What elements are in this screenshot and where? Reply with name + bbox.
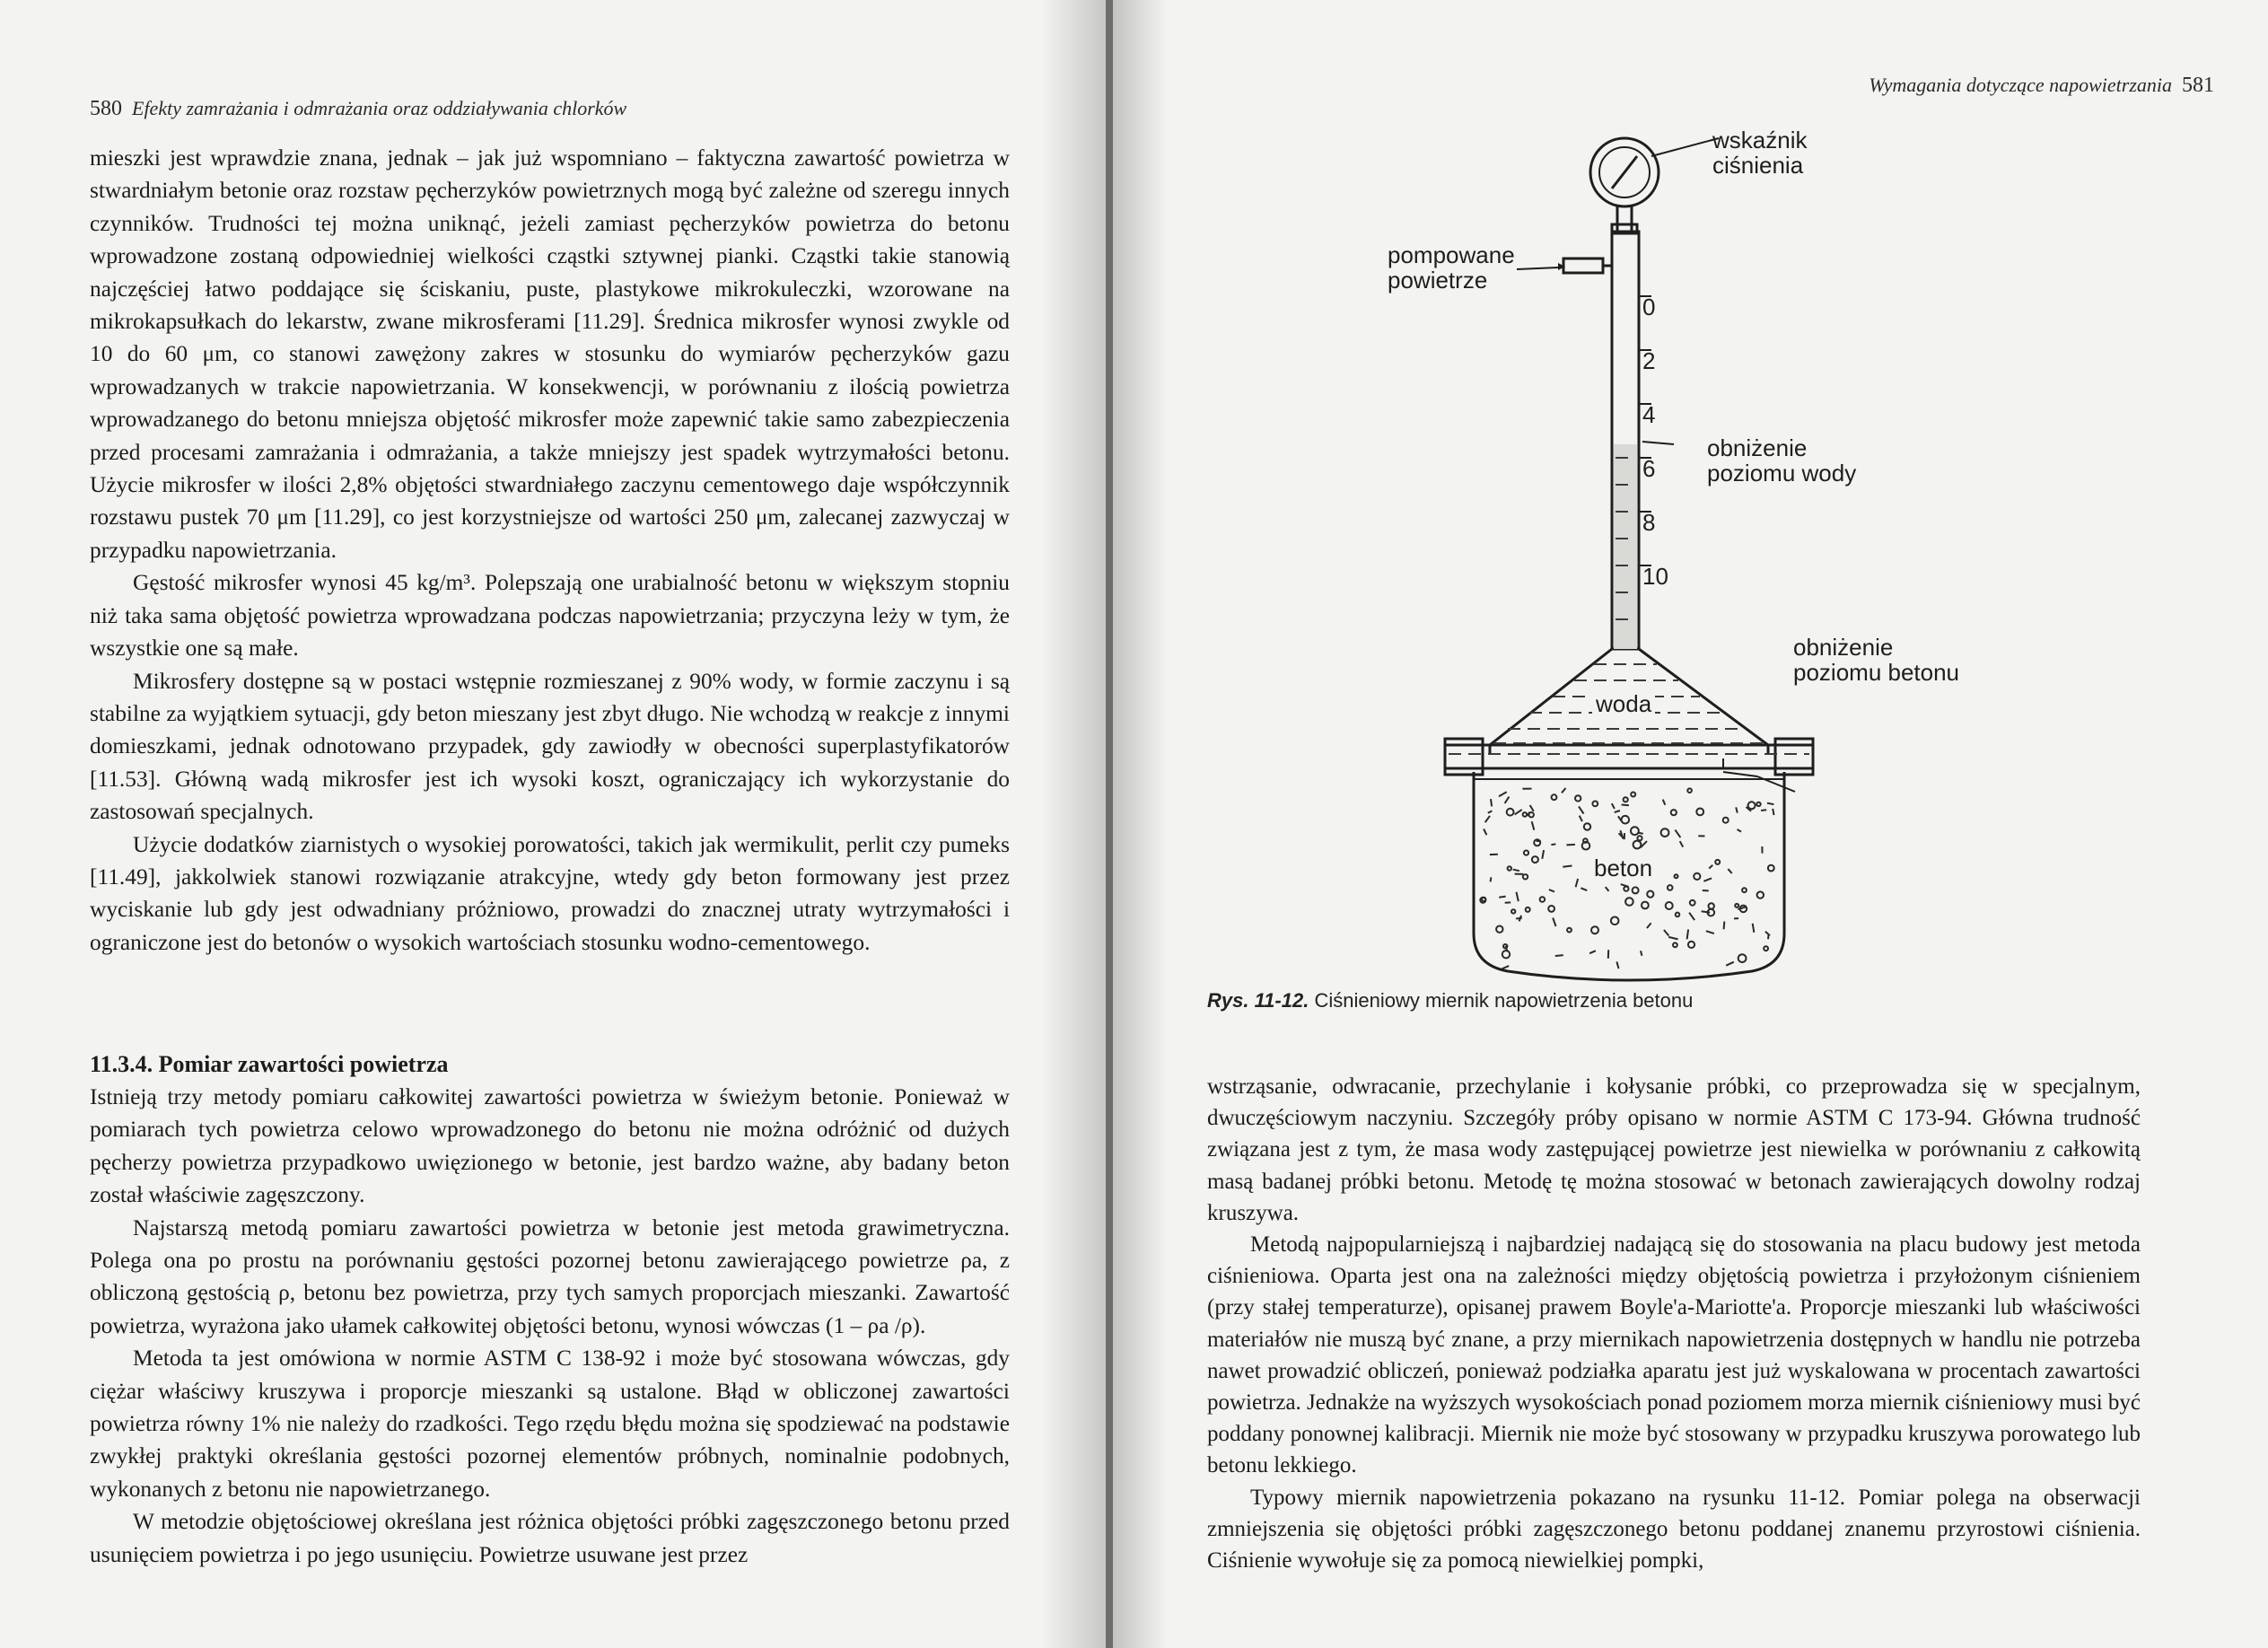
paragraph: wstrząsanie, odwracanie, przechylanie i kołysanie próbki, co przeprowadza się w specjalnym, dwuczęściowym naczyniu. Szczegóły próby opisano w normie ASTM C 173-94. Główna trudność związana jest z tym, że masa wody zastępującej powietrze jest niewielka w porównaniu z całkowitą masą badanej próbki betonu. Metodę tę można stosować w betonach zawierających dowolny rodzaj kruszywa. (1207, 1074, 2141, 1225)
aggregate-particle (1532, 856, 1538, 863)
aggregate-particle (1671, 810, 1677, 815)
aggregate-particle (1638, 833, 1643, 834)
aggregate-particle (1641, 951, 1642, 956)
aggregate-particle (1703, 878, 1712, 881)
aggregate-particle (1663, 800, 1666, 805)
aggregate-particle (1631, 827, 1639, 835)
caption-number: Rys. 11-12. (1207, 989, 1309, 1012)
aggregate-particle (1515, 810, 1522, 815)
aggregate-particle (1576, 879, 1579, 887)
aggregate-particle (1764, 946, 1768, 951)
paragraph: Gęstość mikrosfer wynosi 45 kg/m³. Polepszają one urabialność betonu w większym stopniu niż taka sama objętość powietrza wprowadzana podczas napowietrzania; przyczyna leży w tym, że wszystkie one są małe. (90, 570, 1010, 662)
aggregate-particle (1530, 805, 1534, 811)
aggregate-particle (1511, 909, 1515, 913)
scale-label: 0 (1642, 294, 1656, 320)
aggregate-particle (1611, 917, 1619, 925)
aggregate-particle (1625, 898, 1633, 906)
aggregate-particle (1526, 907, 1530, 912)
aggregate-particle (1666, 902, 1673, 909)
aggregate-particle (1668, 937, 1678, 940)
aggregate-particle (1532, 821, 1535, 830)
aggregate-particle (1499, 792, 1507, 796)
aggregate-particle (1485, 816, 1490, 822)
aggregate-particle (1579, 806, 1584, 813)
aggregate-particle (1687, 930, 1689, 940)
paragraph: Najstarszą metodą pomiaru zawartości powietrza w betonie jest metoda grawimetryczna. Polega ona po prostu na porównaniu gęstości pozornej betonu zawierającego powietrze ρa, z obliczoną gęstością ρ, betonu bez powietrza, przy tych samych proporcjach mieszanki. Zawartość powietrza, wyrażona jako ułamek całkowitej objętości betonu, wynosi wówczas (1 – ρa /ρ). (90, 1214, 1010, 1338)
pumped-air-label: pompowane powietrze (1388, 241, 1515, 294)
aggregate-particle (1580, 816, 1582, 821)
aggregate-particle (1647, 923, 1651, 928)
aggregate-particle (1637, 836, 1642, 840)
aggregate-particle (1553, 918, 1555, 927)
aggregate-particle (1566, 845, 1575, 846)
figure-caption (1207, 989, 1693, 1012)
aggregate-particle (1548, 906, 1554, 912)
aggregate-particle (1616, 961, 1618, 969)
water-drop-label: obniżenie poziomu wody (1707, 434, 1857, 487)
scale-label: 8 (1642, 509, 1656, 536)
paragraph: mieszki jest wprawdzie znana, jednak – jak już wspomniano – faktyczna zawartość powietrza w stwardniałym betonie oraz rozstaw pęcherzyków powietrznych mogą być zależne od szeregu innych czynników. Trudności tej można uniknąć, jeżeli zamiast pęcherzyków powietrza do betonu wprowadzone zostaną odpowiedniej wielkości cząstki sztywnej pianki. Cząstki takie stanowią najczęściej łatwo poddające się ściskaniu, puste, plastykowe mikrokuleczki, wzorowane na mikrokapsułkach do lekarstw, zwane mikrosferami [11.29]. Średnica mikrosfer wynosi zwykle od 10 do 60 μm, co stanowi zawężony zakres w stosunku do wymiarów pęcherzyków gazu wprowadzanych w trakcie napowietrzania. W konsekwencji, w porównaniu z ilością powietrza wprowadzanego do betonu mniejsza objętość mikrosfer może zapewnić takie samo zabezpieczenia przed procesami zamrażania i odmrażania, a także mniejszy jest spadek wytrzymałości betonu. Użycie mikrosfer w ilości 2,8% objętości stwardniałego zaczynu cementowego daje współczynnik rozstawu pustek 70 μm [11.29], co jest korzystniejsze od wartości 250 μm, zalecanej zazwyczaj w przypadku napowietrzania. (90, 145, 1010, 563)
aggregate-particle (1502, 951, 1510, 958)
aggregate-particle (1622, 816, 1630, 824)
aggregate-particle (1488, 811, 1493, 812)
aggregate-particle (1756, 802, 1760, 806)
aggregate-particle (1482, 898, 1485, 901)
pressure-meter-figure (1382, 126, 2100, 1005)
scale-label: 2 (1642, 347, 1656, 374)
aggregate-particle (1675, 830, 1680, 838)
aggregate-particle (1591, 926, 1598, 934)
aggregate-particle (1689, 913, 1694, 920)
aggregate-particle (1675, 874, 1678, 878)
aggregate-particle (1523, 874, 1528, 879)
aggregate-particle (1633, 841, 1642, 849)
aggregate-particle (1738, 954, 1747, 962)
aggregate-particle (1508, 866, 1511, 870)
aggregate-particle (1709, 903, 1714, 908)
aggregate-particle (1694, 873, 1700, 880)
scale-label: 6 (1642, 455, 1656, 482)
aggregate-particle (1563, 866, 1572, 867)
aggregate-particle (1642, 902, 1649, 909)
aggregate-particle (1767, 803, 1773, 805)
aggregate-particle (1738, 829, 1742, 832)
aggregate-particle (1567, 928, 1572, 933)
aggregate-particle (1584, 823, 1590, 829)
aggregate-particle (1742, 888, 1747, 892)
paragraph: Typowy miernik napowietrzenia pokazano na rysunku 11-12. Pomiar polega na obserwacji zmniejszenia się objętości próbki zagęszczonego betonu poddanej znanemu przyrostowi ciśnienia. Ciśnienie wywołuje się za pomocą niewielkiej pompki, (1207, 1485, 2141, 1573)
aggregate-particle (1687, 788, 1692, 793)
aggregate-particle (1761, 810, 1766, 811)
aggregate-particle (1728, 869, 1731, 873)
aggregate-particle (1583, 838, 1588, 843)
aggregate-particle (1523, 812, 1528, 817)
aggregate-particle (1542, 850, 1544, 859)
aggregate-particle (1709, 865, 1712, 869)
paragraph: Metodą najpopularniejszą i najbardziej nadającą się do stosowania na placu budowy jest metoda ciśnieniowa. Oparta jest ona na zależności między objętością powietrza i przyłożonym ciśnieniem (przy stałej temperaturze), opisanej prawem Boyle'a-Mariotte'a. Proporcje mieszanki lub właściwości materiałów nie muszą być znane, a przy miernikach napowietrzenia dostępnych w handlu nie potrzeba nawet prowadzić obliczeń, ponieważ podziałka aparatu jest już wyskalowana w procentach zawartości powietrza. Jednakże na wyższych wysokościach ponad poziomem morza miernik ciśnieniowy musi być poddany ponownej kalibracji. Miernik nie może być stosowany w przypadku kruszywa porowatego lub betonu lekkiego. (1207, 1232, 2141, 1478)
gauge-label: wskaźnik ciśnienia (1712, 127, 1808, 179)
paragraph: Mikrosfery dostępne są w postaci wstępnie rozmieszanej z 90% wody, w formie zaczynu i są stabilne za wyjątkiem sytuacji, gdy beton mieszany jest zbyt długo. Nie wchodzą w reakcje z innymi domieszkami, jednak odnotowano przypadek, gdy zawiodły w obecności superplastyfikatorów [11.53]. Główną wadą mikrosfer jest ich wysoki koszt, ograniczający ich wykorzystanie do zastosowań specjalnych. (90, 668, 1010, 825)
paragraph: W metodzie objętościowej określana jest różnica objętości próbki zagęszczonego betonu przed usunięciem powietrza i po jego usunięciu. Powietrze usuwane jest przez (90, 1509, 1010, 1567)
aggregate-particle (1753, 924, 1755, 933)
aggregate-particle (1551, 844, 1555, 845)
aggregate-particle (1765, 932, 1770, 936)
aggregate-particle (1696, 809, 1703, 816)
aggregate-particle (1612, 803, 1615, 809)
aggregate-particle (1606, 887, 1609, 891)
aggregate-particle (1519, 916, 1521, 922)
aggregate-particle (1661, 828, 1669, 837)
aggregate-particle (1647, 891, 1653, 898)
paragraph: Metoda ta jest omówiona w normie ASTM C 138-92 i może być stosowana wówczas, gdy ciężar właściwy kruszywa i proporcje mieszanki są ustalone. Błąd w obliczonej zawartości powietrza równy 1% nie należy do rzadkości. Tego rzędu błędu można się spodziewać na podstawie zwykłej praktyki określania gęstości pozornej elementów próbnych, nominalnie podobnych, wykonanych z betonu nie napowietrzanego. (90, 1346, 1010, 1502)
aggregate-particle (1736, 807, 1738, 812)
lid-flange (1445, 745, 1813, 768)
aggregate-particle (1690, 900, 1695, 906)
scale-label: 4 (1642, 401, 1656, 428)
aggregate-particle (1726, 962, 1734, 966)
aggregate-particle (1615, 811, 1620, 812)
concrete-drop-label: obniżenie poziomu betonu (1793, 634, 1960, 686)
aggregate-particle (1723, 818, 1729, 823)
right-page-number: 581 (2182, 74, 2214, 97)
aggregate-particle (1496, 926, 1502, 933)
aggregate-particle (1502, 966, 1509, 969)
aggregate-particle (1575, 795, 1581, 801)
aggregate-particle (1757, 891, 1764, 898)
aggregate-particle (1507, 809, 1514, 816)
aggregate-particle (1540, 897, 1546, 902)
right-running-head (1869, 74, 2214, 98)
concrete-label: beton (1590, 855, 1656, 881)
aggregate-particle (1624, 797, 1628, 802)
aggregate-particle (1676, 913, 1680, 917)
aggregate-particle (1592, 802, 1598, 807)
aggregate-particle (1549, 890, 1554, 891)
aggregate-particle (1621, 884, 1629, 887)
water-label: woda (1592, 691, 1655, 716)
left-page-number: 580 (90, 97, 122, 120)
aggregate-particle (1524, 851, 1528, 855)
aggregate-particle (1688, 942, 1694, 948)
left-running-head-title: Efekty zamrażania i odmrażania oraz oddziaływania chlorków (132, 97, 627, 119)
aggregate-particle (1748, 802, 1756, 809)
left-body-text (90, 142, 1010, 959)
aggregate-particle (1513, 870, 1519, 872)
aggregate-particle (1555, 955, 1563, 956)
aggregate-particle (1715, 860, 1720, 864)
aggregate-particle (1735, 904, 1738, 907)
right-running-head-title: Wymagania dotyczące napowietrzania (1869, 74, 2172, 96)
aggregate-particle (1491, 877, 1492, 881)
caption-text: Ciśnieniowy miernik napowietrzenia betonu (1314, 989, 1694, 1012)
scale-label: 10 (1642, 563, 1668, 590)
aggregate-particle (1562, 788, 1566, 793)
paragraph: Istnieją trzy metody pomiaru całkowitej zawartości powietrza w świeżym betonie. Ponieważ w pomiarach tych powietrza celowo wprowadzonego do betonu nie można odróżnić od dużych pęcherzy powietrza przypadkowo uwięzionego w betonie, jest bardzo ważne, aby badany beton został właściwie zagęszczony. (90, 1084, 1010, 1208)
section-11-3-4 (90, 1048, 1010, 1571)
paragraph: Użycie dodatków ziarnistych o wysokiej porowatości, takich jak wermikulit, perlit czy pumeks [11.49], jakkolwiek stanowi rozwiązanie atrakcyjne, wtedy gdy beton formowany jest przez wyciskanie lub gdy jest odwadniany próżniowo, prowadzi do znacznej utraty wytrzymałości i ograniczone jest do betonów o wysokich wartościach stosunku wodno-cementowego. (90, 831, 1010, 955)
gutter-shadow-right (1113, 0, 1167, 1648)
aggregate-particle (1680, 841, 1684, 846)
aggregate-particle (1673, 942, 1677, 947)
aggregate-particle (1581, 888, 1587, 890)
aggregate-particle (1706, 931, 1714, 934)
aggregate-particle (1724, 922, 1725, 930)
aggregate-particle (1505, 797, 1510, 804)
aggregate-particle (1631, 793, 1635, 797)
aggregate-particle (1499, 897, 1505, 898)
aggregate-particle (1589, 951, 1596, 953)
aggregate-particle (1768, 865, 1774, 872)
right-body-text (1207, 1071, 2141, 1576)
aggregate-particle (1622, 805, 1629, 806)
aggregate-particle (1633, 887, 1639, 893)
aggregate-particle (1668, 885, 1673, 890)
aggregate-particle (1552, 794, 1557, 800)
left-running-head (90, 97, 626, 121)
aggregate-particle (1664, 930, 1669, 936)
aggregate-particle (1491, 799, 1492, 806)
section-heading: 11.3.4. Pomiar zawartości powietrza (90, 1051, 449, 1077)
aggregate-particle (1517, 892, 1519, 901)
gutter-shadow-left (1041, 0, 1106, 1648)
aggregate-particle (1484, 829, 1486, 836)
aggregate-particle (1702, 911, 1711, 912)
